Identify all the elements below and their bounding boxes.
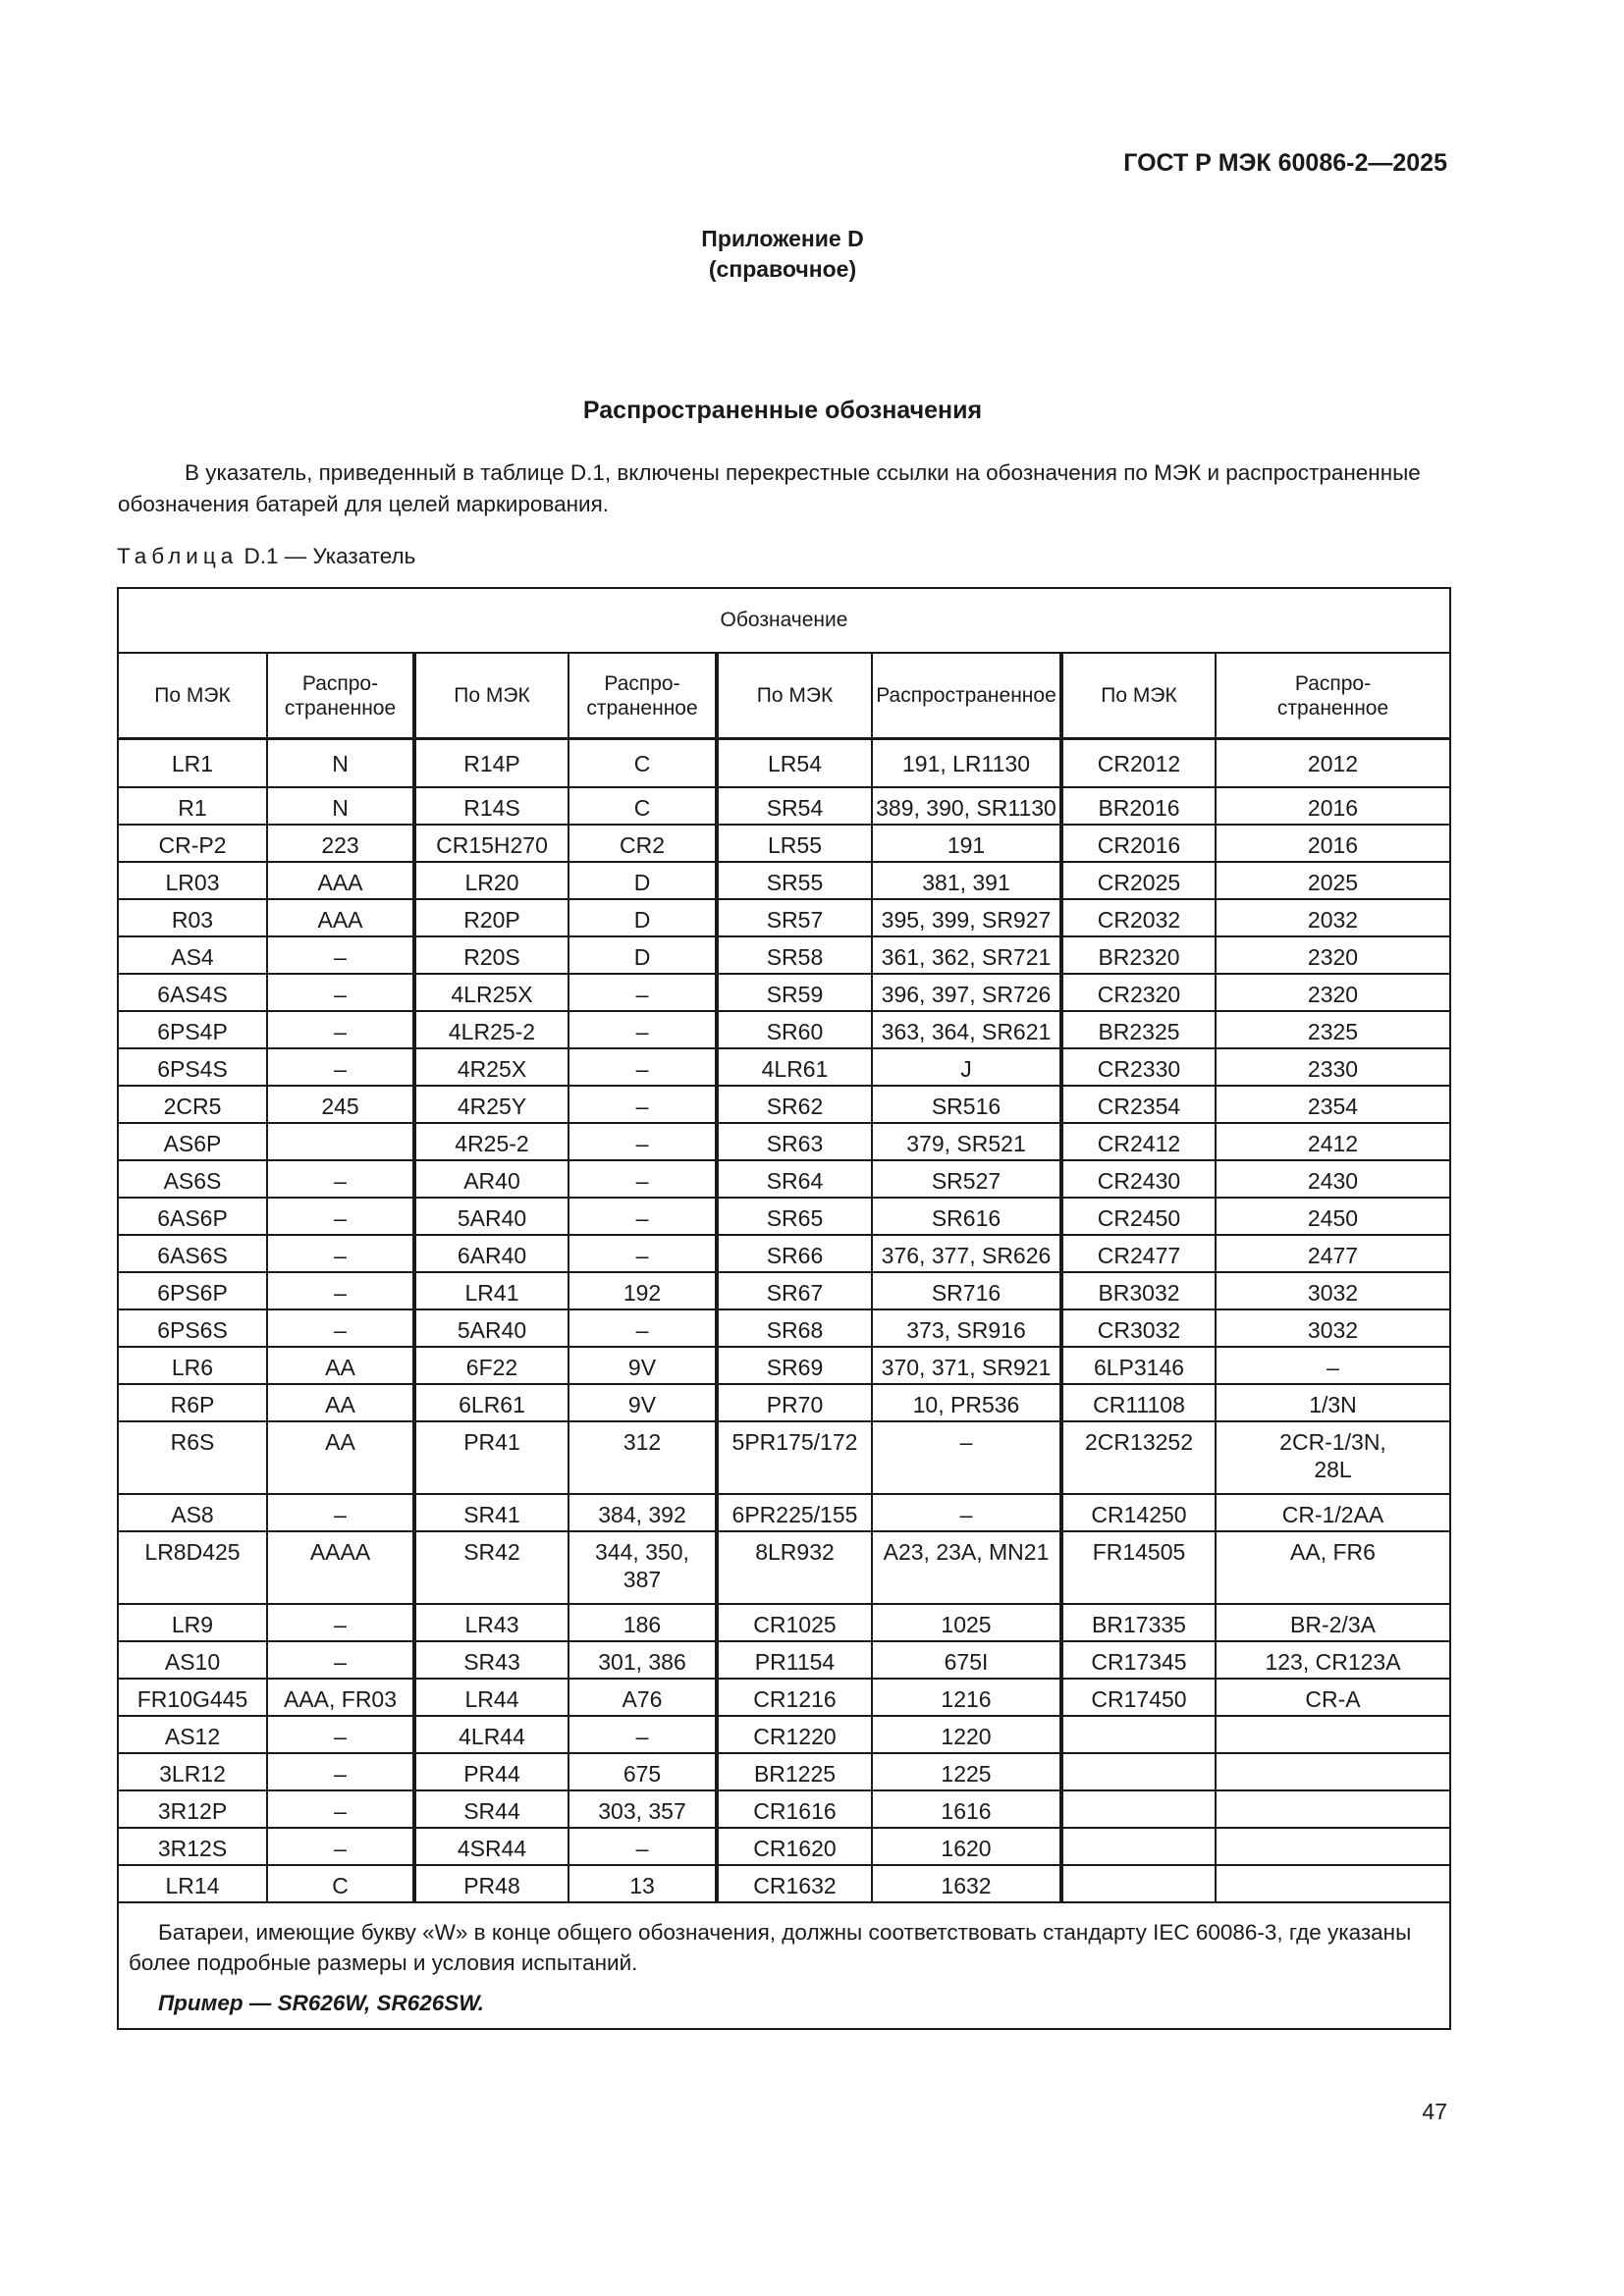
table-cell: AS10 (119, 1642, 268, 1680)
table-cell: 2CR13252 (1063, 1422, 1217, 1495)
table-cell: 1225 (873, 1754, 1063, 1791)
table-cell: 5AR40 (416, 1310, 569, 1348)
table-cell (1217, 1717, 1449, 1754)
table-cell (1217, 1754, 1449, 1791)
table-cell: – (268, 1049, 416, 1087)
column-header: Распро- страненное (268, 654, 416, 740)
table-cell: 2325 (1217, 1012, 1449, 1049)
table-group-header: Обозначение (119, 589, 1449, 654)
table-cell: AS6S (119, 1161, 268, 1199)
annex-subtitle: (справочное) (708, 256, 857, 282)
table-cell: 9V (569, 1348, 719, 1385)
intro-paragraph: В указатель, приведенный в таблице D.1, включены перекрестные ссылки на обозначения по МЭК и распространенные обозначения батарей для целей маркирования. (118, 460, 1421, 516)
table-cell: 191 (873, 826, 1063, 863)
annex-heading (0, 224, 1565, 285)
table-cell: AS8 (119, 1495, 268, 1532)
table-cell: – (569, 1717, 719, 1754)
table-cell: – (268, 1754, 416, 1791)
table-cell: CR2354 (1063, 1087, 1217, 1124)
table-cell: AS12 (119, 1717, 268, 1754)
table-cell: R14S (416, 788, 569, 826)
table-cell: 3032 (1217, 1273, 1449, 1310)
table-cell: – (873, 1422, 1063, 1495)
table-cell: – (569, 1124, 719, 1161)
table-cell: SR62 (719, 1087, 873, 1124)
table-cell: CR-1/2AA (1217, 1495, 1449, 1532)
table-cell: 2CR-1/3N, 28L (1217, 1422, 1449, 1495)
table-cell: LR6 (119, 1348, 268, 1385)
table-cell: J (873, 1049, 1063, 1087)
table-cell: – (569, 1087, 719, 1124)
table-cell: 6LR61 (416, 1385, 569, 1422)
table-cell: R03 (119, 900, 268, 937)
table-cell: 3R12P (119, 1791, 268, 1829)
column-header: Распро- страненное (569, 654, 719, 740)
table-cell: SR43 (416, 1642, 569, 1680)
table-cell: AA (268, 1422, 416, 1495)
table-cell: AS4 (119, 937, 268, 975)
table-cell: – (268, 1161, 416, 1199)
table-note-example: Пример — SR626W, SR626SW. (158, 1991, 485, 2015)
table-cell: 2012 (1217, 740, 1449, 788)
table-cell: CR1632 (719, 1866, 873, 1903)
table-cell: CR2016 (1063, 826, 1217, 863)
table-cell: LR8D425 (119, 1532, 268, 1605)
table-cell: – (569, 1049, 719, 1087)
table-cell: 363, 364, SR621 (873, 1012, 1063, 1049)
table-cell: 4R25Y (416, 1087, 569, 1124)
table-cell: – (569, 1012, 719, 1049)
annex-title: Приложение D (701, 226, 864, 251)
table-cell: 6AR40 (416, 1236, 569, 1273)
table-cell: LR54 (719, 740, 873, 788)
table-cell: 2CR5 (119, 1087, 268, 1124)
table-cell: LR9 (119, 1605, 268, 1642)
table-cell: CR17450 (1063, 1680, 1217, 1717)
table-cell: PR48 (416, 1866, 569, 1903)
table-cell: 6PS6S (119, 1310, 268, 1348)
table-cell: 3R12S (119, 1829, 268, 1866)
table-cell: 381, 391 (873, 863, 1063, 900)
table-cell: SR54 (719, 788, 873, 826)
table-cell: AAAA (268, 1532, 416, 1605)
table-cell: 376, 377, SR626 (873, 1236, 1063, 1273)
table-cell: 379, SR521 (873, 1124, 1063, 1161)
table-cell: 6PS6P (119, 1273, 268, 1310)
table-cell: 6PR225/155 (719, 1495, 873, 1532)
table-cell: BR-2/3A (1217, 1605, 1449, 1642)
table-cell: CR1220 (719, 1717, 873, 1754)
column-header: Распространенное (873, 654, 1063, 740)
table-grid (119, 654, 1449, 1903)
table-cell: – (268, 1495, 416, 1532)
table-cell: BR2320 (1063, 937, 1217, 975)
table-cell: 1216 (873, 1680, 1063, 1717)
table-cell: 384, 392 (569, 1495, 719, 1532)
table-cell: 312 (569, 1422, 719, 1495)
table-cell: – (268, 1791, 416, 1829)
table-cell: 2016 (1217, 826, 1449, 863)
table-cell (1217, 1866, 1449, 1903)
table-cell: CR2430 (1063, 1161, 1217, 1199)
table-cell: 675I (873, 1642, 1063, 1680)
table-cell: – (873, 1495, 1063, 1532)
table-cell: A23, 23A, MN21 (873, 1532, 1063, 1605)
column-header: По МЭК (119, 654, 268, 740)
table-cell: 373, SR916 (873, 1310, 1063, 1348)
table-cell: R1 (119, 788, 268, 826)
table-cell: C (569, 740, 719, 788)
table-cell: CR2 (569, 826, 719, 863)
table-cell: C (268, 1866, 416, 1903)
table-cell: CR2012 (1063, 740, 1217, 788)
table-cell: 2016 (1217, 788, 1449, 826)
table-cell: 1220 (873, 1717, 1063, 1754)
table-cell: 223 (268, 826, 416, 863)
table-cell: R14P (416, 740, 569, 788)
table-cell: PR1154 (719, 1642, 873, 1680)
table-cell: 6AS6P (119, 1199, 268, 1236)
table-cell: – (268, 975, 416, 1012)
table-cell: SR60 (719, 1012, 873, 1049)
table-cell: BR1225 (719, 1754, 873, 1791)
table-cell: SR57 (719, 900, 873, 937)
table-cell: AAA (268, 863, 416, 900)
table-cell: CR17345 (1063, 1642, 1217, 1680)
table-cell: SR516 (873, 1087, 1063, 1124)
table-cell: CR14250 (1063, 1495, 1217, 1532)
table-cell: CR2450 (1063, 1199, 1217, 1236)
index-table (117, 587, 1451, 2030)
table-cell: 6PS4P (119, 1012, 268, 1049)
table-cell: LR41 (416, 1273, 569, 1310)
table-cell: 192 (569, 1273, 719, 1310)
table-cell: – (268, 1199, 416, 1236)
table-caption-label: Таблица (117, 544, 239, 568)
table-cell: 1025 (873, 1605, 1063, 1642)
table-cell: FR14505 (1063, 1532, 1217, 1605)
table-cell: SR716 (873, 1273, 1063, 1310)
table-cell: PR44 (416, 1754, 569, 1791)
table-cell: 3032 (1217, 1310, 1449, 1348)
table-cell: BR17335 (1063, 1605, 1217, 1642)
table-cell: AA, FR6 (1217, 1532, 1449, 1605)
table-cell: SR64 (719, 1161, 873, 1199)
table-cell: 3LR12 (119, 1754, 268, 1791)
page-number: 47 (1422, 2099, 1447, 2124)
table-cell (1063, 1791, 1217, 1829)
table-cell: AA (268, 1385, 416, 1422)
table-cell: 191, LR1130 (873, 740, 1063, 788)
table-cell: 6PS4S (119, 1049, 268, 1087)
table-cell: AS6P (119, 1124, 268, 1161)
table-cell (1063, 1754, 1217, 1791)
table-cell: R6P (119, 1385, 268, 1422)
table-cell: LR14 (119, 1866, 268, 1903)
table-cell: 1632 (873, 1866, 1063, 1903)
table-cell: 13 (569, 1866, 719, 1903)
table-cell: 4LR61 (719, 1049, 873, 1087)
table-cell (1217, 1829, 1449, 1866)
table-cell: AR40 (416, 1161, 569, 1199)
table-cell: A76 (569, 1680, 719, 1717)
table-cell: CR2025 (1063, 863, 1217, 900)
table-cell: SR41 (416, 1495, 569, 1532)
table-cell: 4R25X (416, 1049, 569, 1087)
table-cell: AAA (268, 900, 416, 937)
table-cell: – (569, 1161, 719, 1199)
table-cell: FR10G445 (119, 1680, 268, 1717)
table-cell: 5AR40 (416, 1199, 569, 1236)
table-cell: CR2330 (1063, 1049, 1217, 1087)
table-cell: 395, 399, SR927 (873, 900, 1063, 937)
column-header: Распро- страненное (1217, 654, 1449, 740)
table-cell: N (268, 788, 416, 826)
table-cell: D (569, 863, 719, 900)
table-cell: 2032 (1217, 900, 1449, 937)
table-cell: D (569, 900, 719, 937)
table-cell: – (268, 1717, 416, 1754)
table-cell: 6LP3146 (1063, 1348, 1217, 1385)
column-header: По МЭК (1063, 654, 1217, 740)
table-cell: CR11108 (1063, 1385, 1217, 1422)
table-cell: CR1620 (719, 1829, 873, 1866)
table-cell: 1620 (873, 1829, 1063, 1866)
table-caption-text: D.1 — Указатель (244, 544, 416, 568)
table-cell: 2430 (1217, 1161, 1449, 1199)
table-cell: 10, PR536 (873, 1385, 1063, 1422)
table-cell: 245 (268, 1087, 416, 1124)
table-cell: SR55 (719, 863, 873, 900)
table-cell: 301, 386 (569, 1642, 719, 1680)
table-cell: R20P (416, 900, 569, 937)
table-cell: 123, CR123A (1217, 1642, 1449, 1680)
table-cell: 396, 397, SR726 (873, 975, 1063, 1012)
table-cell: 6AS4S (119, 975, 268, 1012)
table-cell: BR2325 (1063, 1012, 1217, 1049)
table-cell: C (569, 788, 719, 826)
table-cell: – (268, 1310, 416, 1348)
table-cell: SR69 (719, 1348, 873, 1385)
table-cell: CR-A (1217, 1680, 1449, 1717)
table-cell: 2025 (1217, 863, 1449, 900)
table-cell (1217, 1791, 1449, 1829)
table-cell: SR42 (416, 1532, 569, 1605)
table-cell: SR63 (719, 1124, 873, 1161)
table-cell: SR616 (873, 1199, 1063, 1236)
table-cell: LR1 (119, 740, 268, 788)
table-cell: 675 (569, 1754, 719, 1791)
table-cell: 4LR25-2 (416, 1012, 569, 1049)
table-cell: CR1216 (719, 1680, 873, 1717)
table-note (119, 1903, 1449, 2028)
table-cell: LR43 (416, 1605, 569, 1642)
table-cell: 6AS6S (119, 1236, 268, 1273)
table-cell: – (268, 1012, 416, 1049)
table-cell: 344, 350, 387 (569, 1532, 719, 1605)
table-cell: 2330 (1217, 1049, 1449, 1087)
table-cell: 5PR175/172 (719, 1422, 873, 1495)
table-cell: 1/3N (1217, 1385, 1449, 1422)
table-cell: 2477 (1217, 1236, 1449, 1273)
table-cell: CR15H270 (416, 826, 569, 863)
table-cell: 2320 (1217, 975, 1449, 1012)
table-cell: CR1616 (719, 1791, 873, 1829)
table-cell: 2320 (1217, 937, 1449, 975)
table-cell: – (1217, 1348, 1449, 1385)
table-cell: 2450 (1217, 1199, 1449, 1236)
table-cell: 2412 (1217, 1124, 1449, 1161)
table-cell: 389, 390, SR1130 (873, 788, 1063, 826)
table-cell: BR3032 (1063, 1273, 1217, 1310)
table-cell (1063, 1866, 1217, 1903)
table-cell: – (268, 937, 416, 975)
table-cell: SR66 (719, 1236, 873, 1273)
table-cell: 186 (569, 1605, 719, 1642)
table-cell (1063, 1829, 1217, 1866)
table-cell: 4LR25X (416, 975, 569, 1012)
table-cell: SR68 (719, 1310, 873, 1348)
table-cell: LR03 (119, 863, 268, 900)
column-header: По МЭК (719, 654, 873, 740)
table-cell: LR20 (416, 863, 569, 900)
table-cell: SR527 (873, 1161, 1063, 1199)
table-cell: AAA, FR03 (268, 1680, 416, 1717)
table-cell: 1616 (873, 1791, 1063, 1829)
table-cell: D (569, 937, 719, 975)
table-cell: LR55 (719, 826, 873, 863)
table-cell: SR67 (719, 1273, 873, 1310)
table-caption (117, 544, 415, 569)
table-cell: 2354 (1217, 1087, 1449, 1124)
table-cell: 9V (569, 1385, 719, 1422)
table-cell: 370, 371, SR921 (873, 1348, 1063, 1385)
table-cell: PR70 (719, 1385, 873, 1422)
table-cell: CR-P2 (119, 826, 268, 863)
table-cell: – (569, 1236, 719, 1273)
table-note-text: Батареи, имеющие букву «W» в конце общего обозначения, должны соответствовать стандарту IEC 60086-3, где указаны более подробные размеры и условия испытаний. (129, 1920, 1412, 1975)
table-cell: BR2016 (1063, 788, 1217, 826)
table-cell: 6F22 (416, 1348, 569, 1385)
table-cell: 303, 357 (569, 1791, 719, 1829)
standard-number: ГОСТ Р МЭК 60086-2—2025 (1123, 149, 1447, 177)
table-cell: CR2477 (1063, 1236, 1217, 1273)
table-cell: PR41 (416, 1422, 569, 1495)
table-cell: CR2320 (1063, 975, 1217, 1012)
table-cell: SR59 (719, 975, 873, 1012)
table-cell: 361, 362, SR721 (873, 937, 1063, 975)
table-cell: – (569, 1199, 719, 1236)
table-cell: – (569, 1310, 719, 1348)
table-cell: 4LR44 (416, 1717, 569, 1754)
table-cell: N (268, 740, 416, 788)
section-title: Распространенные обозначения (582, 397, 983, 424)
column-header: По МЭК (416, 654, 569, 740)
table-cell: SR58 (719, 937, 873, 975)
table-cell: – (268, 1642, 416, 1680)
table-cell: CR1025 (719, 1605, 873, 1642)
table-cell: 4SR44 (416, 1829, 569, 1866)
table-cell (268, 1124, 416, 1161)
table-cell: CR3032 (1063, 1310, 1217, 1348)
table-cell: 4R25-2 (416, 1124, 569, 1161)
table-cell: – (268, 1273, 416, 1310)
table-cell: R6S (119, 1422, 268, 1495)
table-cell: LR44 (416, 1680, 569, 1717)
table-cell: SR65 (719, 1199, 873, 1236)
table-cell (1063, 1717, 1217, 1754)
table-cell: – (268, 1829, 416, 1866)
table-cell: – (268, 1605, 416, 1642)
table-cell: – (569, 975, 719, 1012)
table-cell: SR44 (416, 1791, 569, 1829)
table-cell: – (569, 1829, 719, 1866)
table-cell: CR2412 (1063, 1124, 1217, 1161)
table-cell: 8LR932 (719, 1532, 873, 1605)
table-cell: R20S (416, 937, 569, 975)
table-cell: AA (268, 1348, 416, 1385)
table-cell: CR2032 (1063, 900, 1217, 937)
table-cell: – (268, 1236, 416, 1273)
